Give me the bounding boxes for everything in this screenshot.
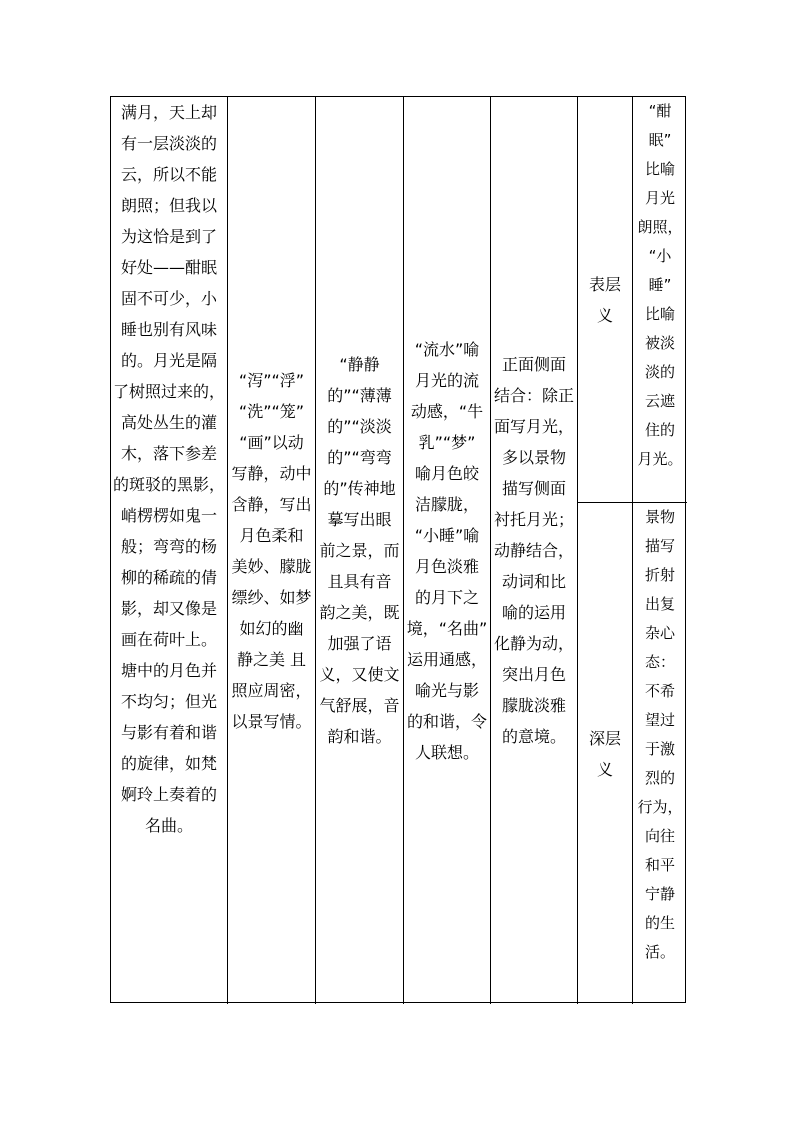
deep-meaning-cell: [633, 503, 687, 1004]
deep-label: 深层 义: [588, 728, 621, 779]
metaphor-analysis-text: “流水”喻 月光的流 动感，“牛 乳”“梦” 喻月色皎 洁朦胧， “小睡”喻 月色淡雅 的月下之 境，“名曲” 运用通感， 喻光与影 的和谐，令 人联想。: [406, 339, 488, 762]
analysis-table: [110, 96, 686, 1003]
reduplication-analysis-text: “静静 的”“薄薄 的”“淡淡 的”“弯弯 的”传神地 摹写出眼 前之景，而 且具有音 韵之美，既 加强了语 义，又使文 气舒展，音 韵和谐。: [319, 355, 400, 746]
verb-analysis-cell: [228, 97, 316, 1004]
technique-analysis-cell: [491, 97, 578, 1004]
technique-analysis-text: 正面侧面 结合：除正 面写月光， 多以景物 描写侧面 衬托月光； 动静结合， 动词和比 喻的运用 化静为动， 突出月色 朦胧淡雅 的意境。: [493, 355, 574, 746]
deep-label-cell: [578, 503, 633, 1004]
deep-meaning: 景物 描写 折射 出复 杂心 态： 不希 望过 于激 烈的 行为， 向往 和平 宁静 的生 活。: [637, 508, 683, 961]
original-text: 满月，天上却 有一层淡淡的 云，所以不能 朗照；但我以 为这恰是到了 好处——酣眠 固不可少，小 睡也别有风味 的。月光是隔 了树照过来的， 高处丛生的灌 木，落下参差 的斑驳的黑影， 峭楞楞如鬼一 般；弯弯的杨 柳的稀疏的倩 影，却又像是 画在荷叶上。 塘中的月色并 不均匀；但光 与影有着和谐 的旋律，如梵 婀玲上奏着的 名曲。: [112, 103, 225, 835]
metaphor-analysis-cell: [404, 97, 491, 1004]
reduplication-analysis-cell: [316, 97, 404, 1004]
surface-meaning-cell: [633, 97, 687, 503]
verb-analysis-text: “泻”“浮” “洗”“笼” “画”以动 写静，动中 含静，写出 月色柔和 美妙、朦胧 缥纱、如梦 如幻的幽 静之美 且 照应周密， 以景写情。: [231, 370, 312, 731]
original-text-cell: [111, 97, 228, 1004]
surface-meaning: “酣 眠” 比喻 月光 朗照， “小 睡” 比喻 被淡 淡的 云遮 住的 月光。: [637, 102, 683, 468]
surface-label: 表层 义: [588, 274, 621, 325]
surface-label-cell: [578, 97, 633, 503]
